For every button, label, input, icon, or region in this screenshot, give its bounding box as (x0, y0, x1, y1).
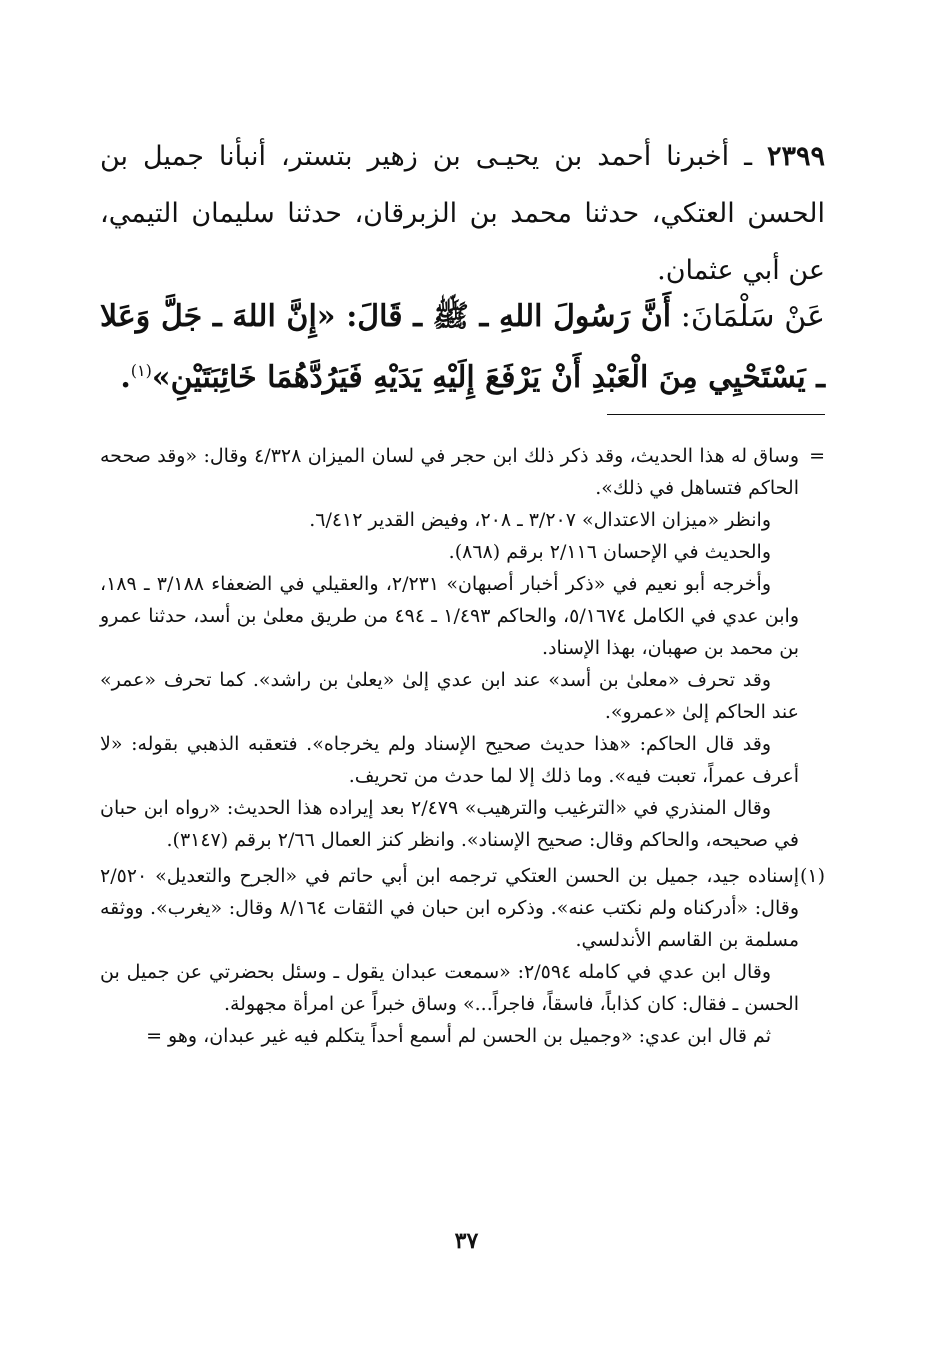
page-number: ٣٧ (454, 1228, 479, 1254)
footnote-paragraph: ثم قال ابن عدي: «وجميل بن الحسن لم أسمع أحداً يتكلم فيه غير عبدان، وهو = (146, 1025, 771, 1047)
footnote-paragraph: وقد قال الحاكم: «هذا حديث صحيح الإسناد ولم يخرجاه». فتعقبه الذهبي بقوله: «لا أعرف عمراً، تعبت فيه». وما ذلك إلا لما حدث من تحريف. (100, 733, 799, 787)
isnad-text: ـ أخبرنا أحمد بن يحيـى بن زهير بتستر، أنبأنا جميل بن الحسن العتكي، حدثنا محمد بن الزبرقان، حدثنا سليمان التيمي، عن أبي عثمان. (100, 141, 825, 286)
footnote-separator (607, 414, 825, 415)
footnote-number: (١) (799, 865, 825, 887)
matn-text: أَنَّ رَسُولَ اللهِ ـ ﷺ ـ قَالَ: «إِنَّ اللهَ ـ جَلَّ وَعَلا ـ يَسْتَحْيِي مِنَ الْعَبْدِ أَنْ يَرْفَعَ إِلَيْهِ يَدَيْهِ فَيَرُدَّهُمَا خَائِبَتَيْنِ» (100, 299, 825, 395)
footnote-paragraph: وقد تحرف «معلىٰ بن أسد» عند ابن عدي إلىٰ «يعلىٰ بن راشد». كما تحرف «عمر» عند الحاكم إلىٰ «عمرو». (100, 669, 799, 723)
continuation-mark: = (809, 445, 825, 467)
footnotes-section (100, 440, 825, 1052)
hadith-number: ٢٣٩٩ (766, 141, 825, 172)
hadith-matn-paragraph (100, 290, 825, 405)
hadith-isnad-paragraph (100, 128, 825, 299)
narrator-intro: عَنْ سَلْمَانَ: (671, 299, 825, 334)
footnote-paragraph: وقال ابن عدي في كامله ٢/٥٩٤: «سمعت عبدان يقول ـ وسئل بحضرتي عن جميل بن الحسن ـ فقال: كان كذاباً، فاسقاً، فاجراً...» وساق خبراً عن امرأة مجهولة. (100, 961, 799, 1015)
footnote-paragraph: وانظر «ميزان الاعتدال» ٣/٢٠٧ ـ ٢٠٨، وفيض القدير ٦/٤١٢. (309, 509, 771, 531)
matn-end: . (120, 360, 131, 395)
footnote-paragraph: = وساق له هذا الحديث، وقد ذكر ذلك ابن حجر في لسان الميزان ٤/٣٢٨ وقال: «وقد صححه الحاكم فتساهل في ذلك». (100, 440, 825, 504)
footnote-1: (١) إسناده جيد، جميل بن الحسن العتكي ترجمه ابن أبي حاتم في «الجرح والتعديل» ٢/٥٢٠ وقال: «أدركناه ولم نكتب عنه». وذكره ابن حبان في الثقات ٨/١٦٤ وقال: «يغرب». ووثقه مسلمة بن القاسم الأندلسي. (100, 860, 825, 956)
footnote-paragraph: وقال المنذري في «الترغيب والترهيب» ٢/٤٧٩ بعد إيراده هذا الحديث: «رواه ابن حبان في صحيحه، والحاكم وقال: صحيح الإسناد». وانظر كنز العمال ٢/٦٦ برقم (٣١٤٧). (100, 797, 799, 851)
footnote-paragraph: وأخرجه أبو نعيم في «ذكر أخبار أصبهان» ٢/٢٣١، والعقيلي في الضعفاء ٣/١٨٨ ـ ١٨٩، وابن عدي في الكامل ٥/١٦٧٤، والحاكم ١/٤٩٣ ـ ٤٩٤ من طريق معلىٰ بن أسد، حدثنا عمرو بن محمد بن صهبان، بهذا الإسناد. (100, 573, 799, 659)
footnote-reference: (١) (130, 361, 152, 380)
footnote-paragraph: والحديث في الإحسان ٢/١١٦ برقم (٨٦٨). (448, 541, 771, 563)
